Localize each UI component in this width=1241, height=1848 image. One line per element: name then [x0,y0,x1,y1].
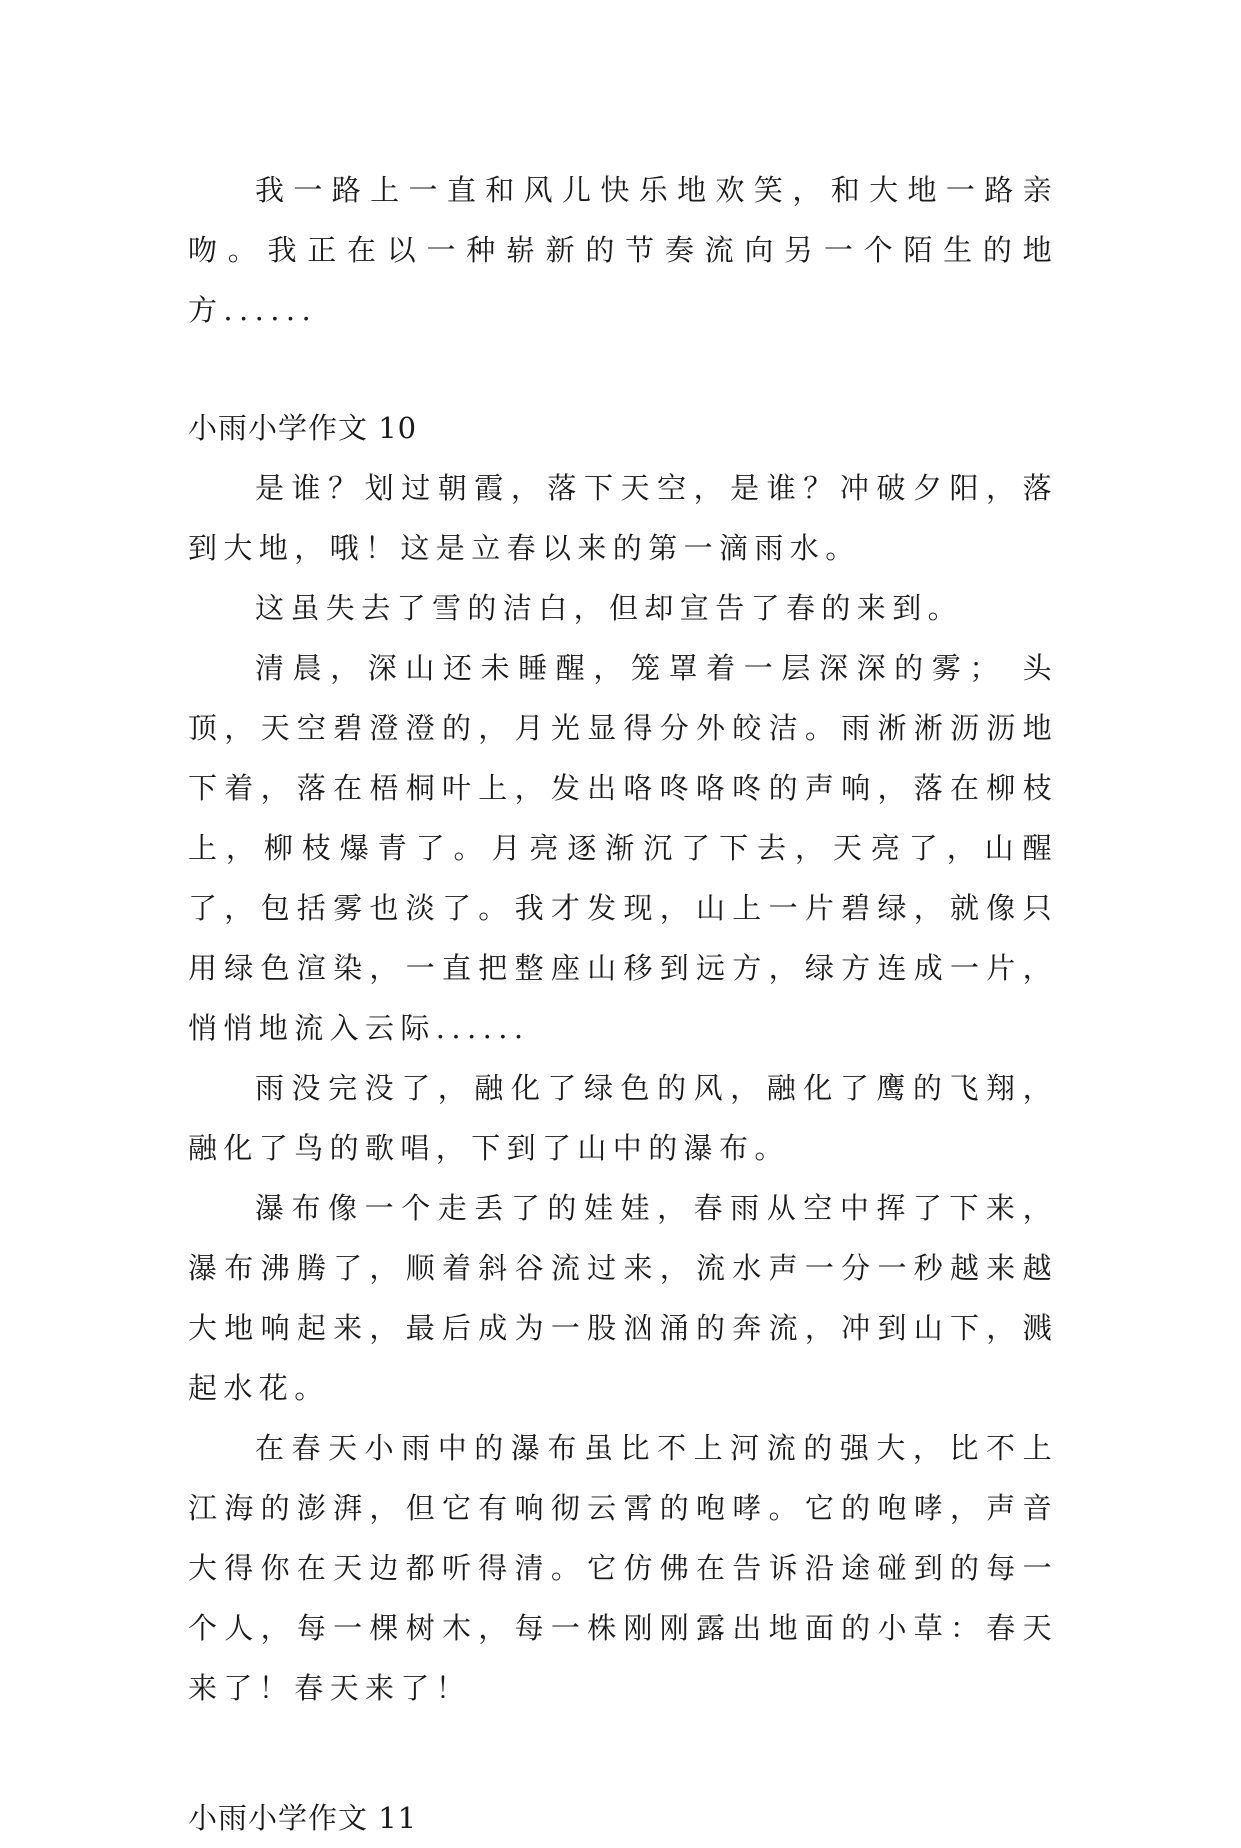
section-spacer [188,1718,1058,1788]
section-spacer [188,340,1058,398]
document-content [188,160,1058,1848]
paragraph: 我一路上一直和风儿快乐地欢笑，和大地一路亲吻。我正在以一种崭新的节奏流向另一个陌生的地方...... [188,173,1058,327]
paragraph: 在春天小雨中的瀑布虽比不上河流的强大，比不上江海的澎湃，但它有响彻云霄的咆哮。它的咆哮，声音大得你在天边都听得清。它仿佛在告诉沿途碰到的每一个人，每一棵树木，每一株刚刚露出地面的小草：春天来了！春天来了！ [188,1431,1058,1705]
paragraph: 清晨，深山还未睡醒，笼罩着一层深深的雾； 头顶，天空碧澄澄的，月光显得分外皎洁。雨淅淅沥沥地下着，落在梧桐叶上，发出咯咚咯咚的声响，落在柳枝上，柳枝爆青了。月亮逐渐沉了下去，天亮了，山醒了，包括雾也淡了。我才发现，山上一片碧绿，就像只用绿色渲染，一直把整座山移到远方，绿方连成一片，悄悄地流入云际...... [188,651,1058,1045]
section-title: 小雨小学作文 10 [188,411,418,445]
paragraph: 雨没完没了，融化了绿色的风，融化了鹰的飞翔，融化了鸟的歌唱，下到了山中的瀑布。 [188,1071,1058,1165]
paragraph: 是谁？划过朝霞，落下天空，是谁？冲破夕阳，落到大地，哦！这是立春以来的第一滴雨水。 [188,471,1058,565]
paragraph: 瀑布像一个走丢了的娃娃，春雨从空中挥了下来，瀑布沸腾了，顺着斜谷流过来，流水声一分一秒越来越大地响起来，最后成为一股汹涌的奔流，冲到山下，溅起水花。 [188,1191,1058,1405]
section-title: 小雨小学作文 11 [188,1801,418,1835]
paragraph: 这虽失去了雪的洁白，但却宣告了春的来到。 [255,591,964,625]
